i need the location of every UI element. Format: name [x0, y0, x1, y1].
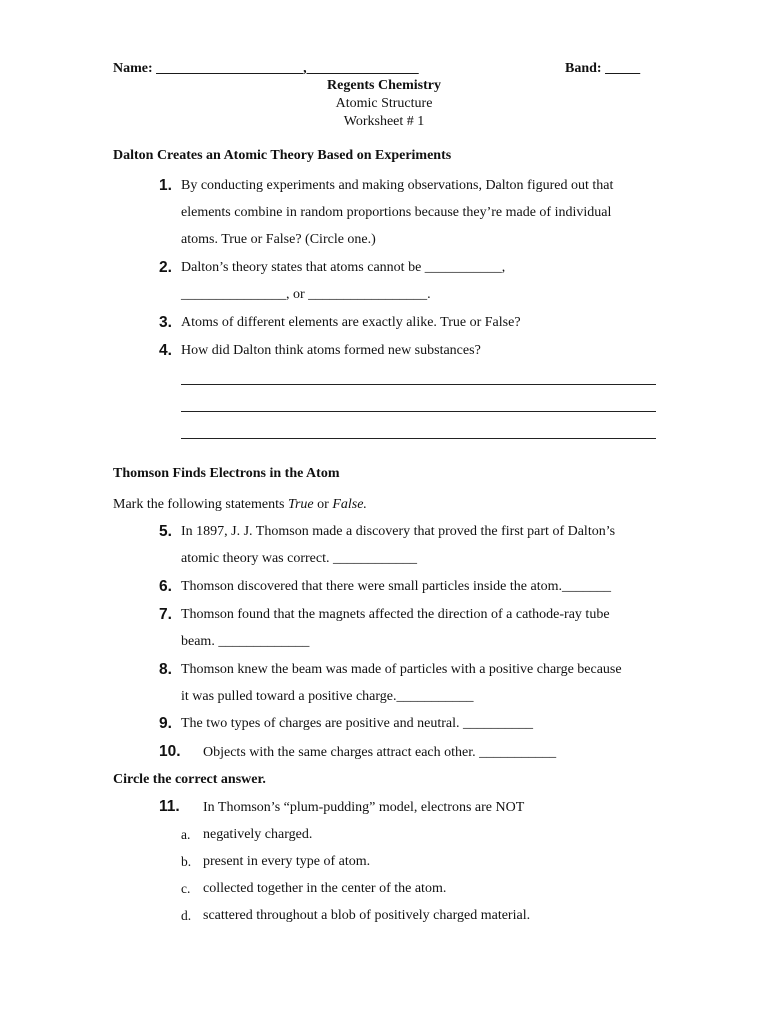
- question-text: In Thomson’s “plum-pudding” model, electrons are NOT: [203, 800, 525, 815]
- question-text: Thomson knew the beam was made of particles with a positive charge because: [181, 662, 622, 677]
- choice-text[interactable]: negatively charged.: [203, 827, 313, 842]
- question-text[interactable]: beam. _____________: [181, 634, 310, 649]
- question-number: 11.: [159, 798, 180, 815]
- question-number: 7.: [159, 606, 172, 623]
- question-text: atoms. True or False? (Circle one.): [181, 232, 376, 247]
- question-text: By conducting experiments and making observations, Dalton figured out that: [181, 178, 614, 193]
- section-heading-thomson: Thomson Finds Electrons in the Atom: [113, 466, 340, 481]
- question-text: How did Dalton think atoms formed new substances?: [181, 343, 481, 358]
- course-title: Regents Chemistry: [327, 78, 441, 93]
- band-field[interactable]: Band: _____: [565, 61, 641, 76]
- choice-letter[interactable]: c.: [181, 881, 191, 896]
- answer-line[interactable]: [181, 438, 656, 439]
- question-number: 8.: [159, 661, 172, 678]
- choice-letter[interactable]: b.: [181, 854, 192, 869]
- question-number: 6.: [159, 578, 172, 595]
- question-text[interactable]: atomic theory was correct. ____________: [181, 551, 417, 566]
- question-number: 3.: [159, 314, 172, 331]
- question-text[interactable]: _______________, or _________________.: [181, 287, 431, 302]
- question-number: 5.: [159, 523, 172, 540]
- choice-text[interactable]: present in every type of atom.: [203, 854, 371, 869]
- section-heading-dalton: Dalton Creates an Atomic Theory Based on Experiments: [113, 148, 452, 163]
- question-number: 9.: [159, 715, 172, 732]
- question-text: elements combine in random proportions because they’re made of individual: [181, 205, 612, 220]
- question-number: 10.: [159, 743, 181, 760]
- question-text: In 1897, J. J. Thomson made a discovery that proved the first part of Dalton’s: [181, 524, 616, 539]
- instruction: Mark the following statements True or False.: [113, 497, 367, 512]
- question-number: 4.: [159, 342, 172, 359]
- question-number: 2.: [159, 259, 172, 276]
- worksheet-title: Worksheet # 1: [343, 114, 425, 129]
- answer-line[interactable]: [181, 411, 656, 412]
- topic-title: Atomic Structure: [335, 96, 433, 111]
- question-text[interactable]: Thomson discovered that there were small particles inside the atom._______: [181, 579, 611, 594]
- choice-text[interactable]: scattered throughout a blob of positively charged material.: [203, 908, 531, 923]
- question-text: Thomson found that the magnets affected the direction of a cathode-ray tube: [181, 607, 610, 622]
- question-text: Atoms of different elements are exactly alike. True or False?: [181, 315, 521, 330]
- choice-letter[interactable]: d.: [181, 908, 192, 923]
- choice-letter[interactable]: a.: [181, 827, 191, 842]
- name-field[interactable]: Name: _____________________,________________: [113, 61, 419, 76]
- question-number: 1.: [159, 177, 172, 194]
- answer-line[interactable]: [181, 384, 656, 385]
- question-text[interactable]: it was pulled toward a positive charge.___________: [181, 689, 474, 704]
- question-text[interactable]: The two types of charges are positive and neutral. __________: [181, 716, 533, 731]
- question-text[interactable]: Objects with the same charges attract each other. ___________: [203, 745, 557, 760]
- choice-text[interactable]: collected together in the center of the atom.: [203, 881, 447, 896]
- question-text[interactable]: Dalton’s theory states that atoms cannot be ___________,: [181, 260, 506, 275]
- section-heading-circle: Circle the correct answer.: [113, 772, 266, 787]
